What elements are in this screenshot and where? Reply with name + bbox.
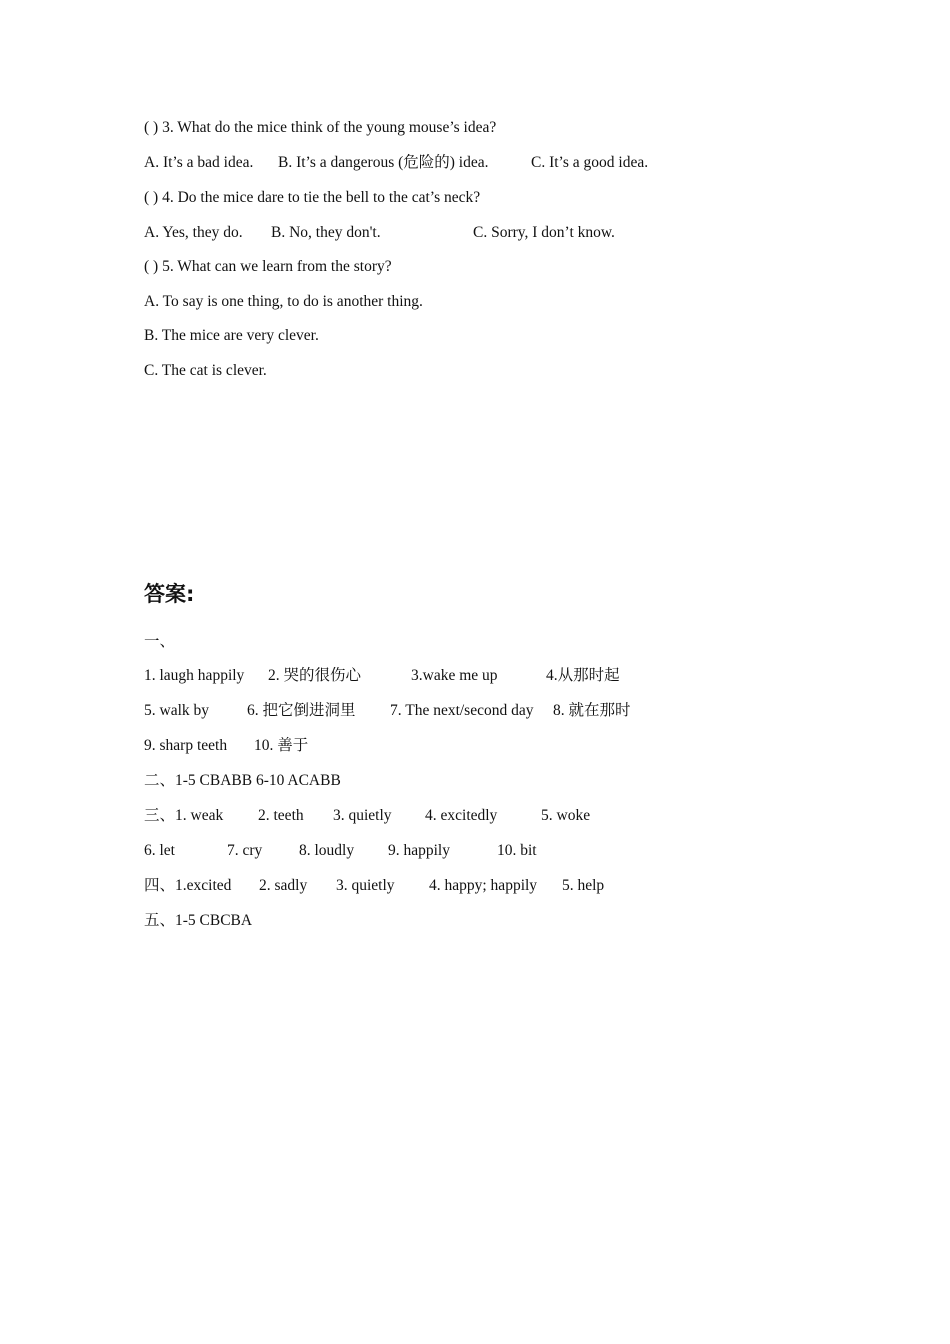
answer-item: 1. laugh happily [144, 667, 245, 684]
answer-item: 4.从那时起 [546, 667, 620, 684]
answer-item: 四、1.excited [144, 877, 232, 894]
part1-label: 一、 [144, 633, 176, 650]
option-b: B. It’s a dangerous (危险的) idea. [278, 154, 489, 171]
question-4-stem: ( ) 4. Do the mice dare to tie the bell to the cat’s neck? [144, 189, 481, 206]
answer-item: 8. loudly [299, 842, 355, 859]
option-c: C. It’s a good idea. [531, 154, 649, 171]
answer-item: 9. sharp teeth [144, 737, 228, 754]
option-a: A. Yes, they do. [144, 224, 243, 241]
question-5-stem: ( ) 5. What can we learn from the story? [144, 258, 392, 275]
answer-item: 10. bit [497, 842, 537, 859]
answer-item: 5. walk by [144, 702, 210, 719]
answer-item: 5. help [562, 877, 605, 894]
option-a: A. It’s a bad idea. [144, 154, 254, 171]
answer-item: 6. let [144, 842, 175, 859]
answer-item: 9. happily [388, 842, 450, 859]
question-5-option-c: C. The cat is clever. [144, 362, 267, 379]
answer-item: 7. cry [227, 842, 263, 859]
question-5-option-a: A. To say is one thing, to do is another thing. [144, 293, 423, 310]
answer-item: 2. sadly [259, 877, 308, 894]
answer-item: 3.wake me up [411, 667, 498, 684]
answer-item: 三、1. weak [144, 807, 224, 824]
question-3-stem: ( ) 3. What do the mice think of the young mouse’s idea? [144, 119, 497, 136]
answer-item: 4. happy; happily [429, 877, 538, 894]
option-c: C. Sorry, I don’t know. [473, 224, 615, 241]
answer-item: 3. quietly [336, 877, 395, 894]
option-b: B. No, they don't. [271, 224, 381, 241]
answers-heading: 答案: [144, 582, 195, 606]
answer-item: 6. 把它倒进洞里 [247, 702, 356, 719]
answer-item: 8. 就在那时 [553, 702, 631, 719]
answer-item: 10. 善于 [254, 737, 309, 754]
answer-item: 4. excitedly [425, 807, 498, 824]
answer-item: 2. 哭的很伤心 [268, 667, 362, 684]
answer-item: 7. The next/second day [390, 702, 534, 719]
answer-item: 2. teeth [258, 807, 304, 824]
part2-answers: 二、1-5 CBABB 6-10 ACABB [144, 772, 341, 789]
part5-answers: 五、1-5 CBCBA [144, 912, 253, 929]
answer-item: 3. quietly [333, 807, 392, 824]
question-5-option-b: B. The mice are very clever. [144, 327, 319, 344]
answer-item: 5. woke [541, 807, 591, 824]
